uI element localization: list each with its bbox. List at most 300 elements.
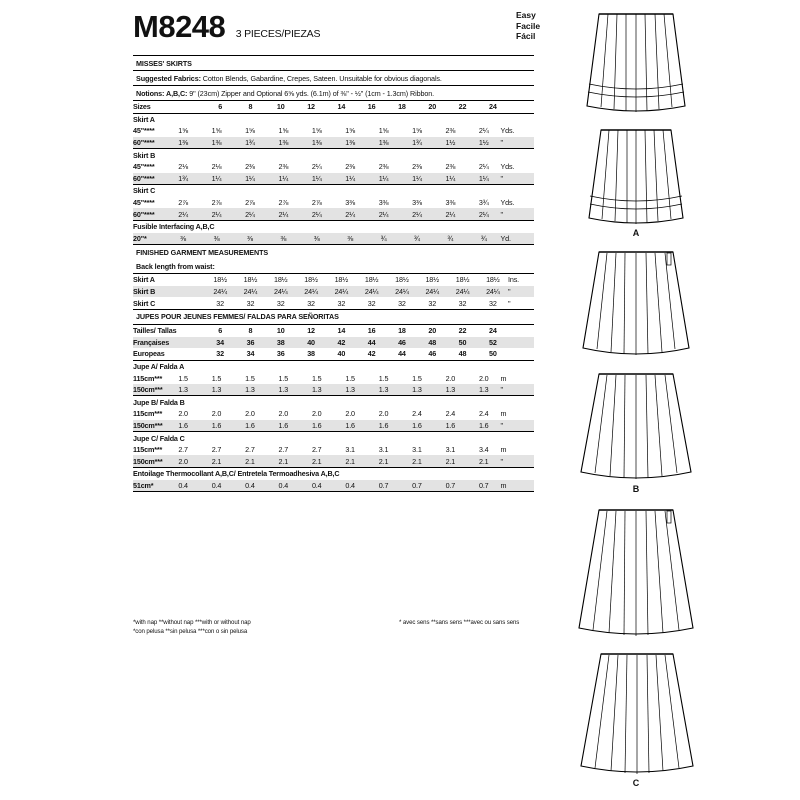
cell: 2.0	[245, 409, 255, 419]
figure-c-back	[556, 502, 716, 642]
cell: 1¼	[378, 173, 389, 183]
cell: 0.7	[478, 480, 489, 490]
cell: 1¾	[178, 173, 188, 183]
table-row	[133, 208, 534, 220]
cell: 3.1	[445, 445, 456, 455]
cell: 22	[458, 326, 467, 336]
cell: 0.4	[311, 480, 322, 490]
page-title: M8248	[133, 9, 226, 44]
cell: 0.7	[412, 480, 422, 490]
cell: 18½	[273, 275, 288, 285]
cell: 18	[398, 326, 406, 336]
cell: 1.3	[211, 385, 222, 395]
cell: 2¼	[311, 209, 322, 219]
cell: ⅜	[313, 233, 320, 243]
size-col-2: 10	[276, 102, 285, 112]
unit-cell: Yds.	[500, 162, 515, 172]
cell: 1¼	[345, 173, 355, 183]
cell: 2⅜	[278, 162, 289, 172]
cell: 32	[276, 298, 285, 308]
cell: 2⅜	[412, 162, 422, 172]
cell: 32	[337, 298, 346, 308]
cell: 32	[398, 298, 406, 308]
table-row	[133, 408, 534, 420]
table-row	[133, 286, 534, 298]
cell: 2¼	[478, 126, 489, 136]
notions-value: 9" (23cm) Zipper and Optional 6⅝ yds. (6.1m) of ⅜" - ½" (1cm - 1.3cm) Ribbon.	[187, 88, 435, 98]
requirements-table	[133, 55, 534, 494]
cell: 12	[307, 326, 315, 336]
cell: 1.3	[245, 385, 255, 395]
cell: 1⅜	[278, 138, 289, 148]
table-row	[133, 372, 534, 384]
unit-cell: Yds.	[500, 126, 515, 136]
cell: 2.1	[412, 456, 422, 466]
skirt-c-title-row	[133, 185, 534, 197]
cell: 2.0	[178, 456, 188, 466]
skirt-a-60-label: 60"****	[133, 138, 155, 148]
cell: 3¾	[478, 198, 489, 208]
cell: 2.1	[311, 456, 322, 466]
cell: ¾	[414, 233, 420, 243]
difficulty-fr: Facile	[516, 20, 541, 31]
francaises-label: Françaises	[133, 337, 170, 347]
cell: 2.7	[211, 445, 222, 455]
cell: 2⅛	[211, 162, 222, 172]
skirt-b-title: Skirt B	[133, 150, 156, 160]
size-col-9: 24	[488, 102, 497, 112]
unit-cell: "	[508, 287, 511, 297]
cell: 1½	[478, 138, 489, 148]
cell: 1¼	[412, 173, 422, 183]
cell: 1.6	[378, 420, 389, 430]
cell: 38	[276, 337, 285, 347]
fusible-20-label: 20"*	[133, 233, 147, 243]
cell: 1.6	[345, 420, 355, 430]
table-row	[133, 420, 534, 432]
cell: 2.0	[278, 409, 289, 419]
cell: 3.4	[478, 445, 489, 455]
skirt-c-back-illustration	[573, 502, 699, 642]
table-row	[133, 337, 534, 349]
cell: 1⅜	[178, 138, 188, 148]
cell: 3.1	[412, 445, 422, 455]
cell: 24¼	[425, 287, 439, 297]
figure-a-front	[556, 122, 716, 238]
cell: 3⅜	[378, 198, 389, 208]
notions-row	[133, 85, 534, 100]
cell: 1.3	[345, 385, 355, 395]
cell: 1⅝	[211, 126, 222, 136]
cell: ⅜	[213, 233, 220, 243]
cell: 2¼	[245, 209, 255, 219]
cell: 36	[246, 337, 255, 347]
cell: 1⅝	[178, 126, 188, 136]
cell: ⅜	[180, 233, 187, 243]
finished-measurements-heading: FINISHED GARMENT MEASUREMENTS	[136, 247, 269, 257]
cell: 2¼	[211, 209, 222, 219]
cell: 1¼	[311, 173, 322, 183]
jupe-b-title: Jupe B/ Falda B	[133, 397, 185, 407]
cell: 1⅝	[378, 126, 389, 136]
cell: 48	[458, 349, 467, 359]
cell: 1.6	[478, 420, 489, 430]
cell: 1¼	[445, 173, 456, 183]
cell: 2⅞	[178, 198, 188, 208]
cell: 2.1	[245, 456, 255, 466]
cell: 2.1	[211, 456, 222, 466]
notions-label: Notions: A,B,C:	[136, 88, 188, 98]
sizes-label: Sizes	[133, 102, 151, 112]
cell: 2.1	[278, 456, 289, 466]
jupe-b-title-row	[133, 396, 534, 408]
figure-label-a: A	[632, 228, 640, 238]
cell: 1⅝	[245, 126, 255, 136]
footnotes-right	[399, 619, 539, 628]
cell: 52	[488, 337, 497, 347]
cell: 50	[488, 349, 497, 359]
cell: 1¾	[412, 138, 422, 148]
skirt-c-60-label: 60"****	[133, 209, 155, 219]
cell: 2.1	[445, 456, 456, 466]
cell: 18½	[213, 275, 227, 285]
pieces-count: 3 PIECES/PIEZAS	[235, 28, 321, 40]
figure-label-b: B	[632, 484, 640, 494]
skirt-b-table	[133, 148, 534, 184]
size-col-6: 18	[398, 102, 406, 112]
skirt-b-title-row	[133, 149, 534, 161]
cell: 2.0	[478, 373, 489, 383]
cell: 2¼	[311, 162, 322, 172]
unit-cell: "	[500, 138, 503, 148]
footnote-nap-en: *with nap **without nap ***with or without nap	[133, 619, 251, 626]
size-col-1: 8	[248, 102, 253, 112]
cell: 1.5	[245, 373, 255, 383]
cell: 1¾	[245, 138, 255, 148]
cell: 1.5	[345, 373, 355, 383]
cell: 0.4	[178, 480, 188, 490]
french-title-row	[133, 309, 534, 324]
footnote-nap-es: *con pelusa **sin pelusa ***con o sin pelusa	[133, 627, 248, 635]
cell: 2⅜	[378, 162, 389, 172]
cell: 1⅜	[345, 138, 355, 148]
cell: 1½	[445, 138, 456, 148]
cell: 0.4	[245, 480, 255, 490]
figure-label-c: C	[632, 778, 640, 788]
cell: 2.7	[278, 445, 289, 455]
cell: 2⅜	[445, 126, 456, 136]
jupe-a-title-row	[133, 360, 534, 372]
cell: 2.0	[211, 409, 222, 419]
finished-measurements-table	[133, 273, 534, 309]
cell: 24¼	[486, 287, 500, 297]
cell: 2.4	[445, 409, 456, 419]
entoilage-title-row	[133, 468, 534, 480]
unit-cell: "	[508, 298, 511, 308]
cell: 48	[428, 337, 437, 347]
unit-cell: "	[500, 385, 503, 395]
cell: 2¼	[478, 209, 489, 219]
skirt-a-table	[133, 113, 534, 149]
cell: 3.1	[345, 445, 355, 455]
cell: 1⅜	[311, 138, 322, 148]
size-col-4: 14	[337, 102, 346, 112]
finished-skirt-b-label: Skirt B	[133, 287, 156, 297]
cell: 1.6	[278, 420, 289, 430]
back-length-subheading-row	[133, 259, 534, 273]
finished-measurements-heading-row	[133, 244, 534, 259]
cell: 8	[248, 326, 253, 336]
cell: 24¼	[273, 287, 288, 297]
jupe-b-150-label: 150cm***	[133, 420, 163, 430]
cell: 18½	[455, 275, 470, 285]
cell: 24¼	[455, 287, 470, 297]
fusible-interfacing-table	[133, 220, 534, 244]
table-row	[133, 233, 534, 245]
jupe-a-150-label: 150cm***	[133, 385, 163, 395]
cell: 38	[307, 349, 315, 359]
cell: 2.0	[345, 409, 355, 419]
skirt-b-45-label: 45"****	[133, 162, 155, 172]
cell: 1.3	[178, 385, 188, 395]
cell: 1⅝	[278, 126, 289, 136]
jupe-c-150-label: 150cm***	[133, 456, 163, 466]
cell: 34	[216, 337, 224, 347]
table-row	[133, 137, 534, 149]
footnote-nap-fr: * avec sens **sans sens ***avec ou sans sens	[399, 619, 520, 626]
cell: 32	[458, 298, 467, 308]
misses-skirts-label: MISSES' SKIRTS	[136, 58, 192, 68]
french-sizes-table	[133, 324, 534, 360]
cell: 1¼	[478, 173, 489, 183]
jupe-b-table	[133, 395, 534, 431]
footnotes	[133, 619, 534, 639]
cell: 14	[337, 326, 346, 336]
cell: 1⅜	[211, 138, 222, 148]
cell: 40	[337, 349, 346, 359]
suggested-fabrics-text	[133, 71, 534, 85]
cell: 42	[337, 337, 346, 347]
cell: 1.6	[445, 420, 456, 430]
jupe-c-title: Jupe C/ Falda C	[133, 433, 185, 443]
skirt-c-front-illustration	[573, 646, 699, 780]
cell: 2⅛	[178, 162, 188, 172]
skirt-a-back-illustration	[581, 6, 691, 118]
cell: 2⅞	[311, 198, 322, 208]
cell: 1.3	[412, 385, 422, 395]
suggested-fabrics-row	[133, 70, 534, 85]
cell: 32	[307, 298, 315, 308]
cell: 24¼	[395, 287, 409, 297]
skirt-b-front-illustration	[575, 366, 697, 486]
cell: 42	[367, 349, 376, 359]
cell: 2⅞	[245, 198, 255, 208]
skirt-a-title-row	[133, 113, 534, 125]
cell: 1.5	[311, 373, 322, 383]
figure-a-back	[556, 6, 716, 118]
cell: 18½	[425, 275, 439, 285]
cell: 1.3	[378, 385, 389, 395]
unit-cell	[508, 348, 534, 360]
cell: 2¼	[345, 209, 355, 219]
fusible-title: Fusible Interfacing A,B,C	[133, 222, 215, 232]
cell: 1¼	[245, 173, 255, 183]
unit-cell: "	[500, 456, 503, 466]
finished-skirt-a-label: Skirt A	[133, 275, 155, 285]
cell: ¾	[447, 233, 454, 243]
unit-cell: "	[500, 173, 503, 183]
cell: 2.0	[311, 409, 322, 419]
cell: 32	[216, 349, 224, 359]
cell: 2⅞	[211, 198, 222, 208]
cell: 24¼	[304, 287, 318, 297]
cell: 1¼	[211, 173, 222, 183]
cell: 32	[246, 298, 255, 308]
cell: 2.7	[245, 445, 255, 455]
cell: 46	[428, 349, 437, 359]
cell: 18½	[395, 275, 409, 285]
entoilage-table	[133, 467, 534, 491]
cell: 2.0	[445, 373, 456, 383]
cell: 1.3	[445, 385, 456, 395]
finished-skirt-c-label: Skirt C	[133, 298, 156, 308]
unit-cell	[508, 324, 534, 336]
cell: 0.7	[445, 480, 456, 490]
cell: 24¼	[213, 287, 227, 297]
cell: 2¼	[278, 209, 289, 219]
cell: 2.7	[178, 445, 188, 455]
cell: 18½	[364, 275, 379, 285]
notions-text	[133, 86, 534, 100]
cell: 3.1	[378, 445, 389, 455]
unit-cell	[508, 337, 534, 349]
cell: 34	[246, 349, 255, 359]
table-row	[133, 384, 534, 396]
size-unit-col	[508, 101, 534, 113]
jupe-c-title-row	[133, 432, 534, 444]
cell: 24¼	[243, 287, 258, 297]
cell: 1.5	[412, 373, 422, 383]
cell: 1⅝	[412, 126, 422, 136]
cell: 32	[216, 298, 224, 308]
jupe-a-115-label: 115cm***	[133, 373, 163, 383]
skirt-c-table	[133, 184, 534, 220]
suggested-fabrics-label: Suggested Fabrics:	[136, 73, 201, 83]
table-row	[133, 324, 534, 336]
size-col-8: 22	[458, 102, 467, 112]
cell: ¾	[380, 233, 387, 243]
cell: 1.3	[278, 385, 289, 395]
entoilage-51-label: 51cm*	[133, 480, 154, 490]
skirt-b-back-illustration	[577, 244, 695, 362]
cell: 1⅝	[345, 126, 355, 136]
cell: 1.5	[278, 373, 289, 383]
cell: 1¼	[278, 173, 289, 183]
europeas-label: Europeas	[133, 349, 165, 359]
cell: 2.0	[378, 409, 389, 419]
cell: 2.4	[478, 409, 489, 419]
unit-cell: Yd.	[500, 233, 511, 243]
unit-cell: m	[500, 373, 507, 383]
table-row	[133, 480, 534, 492]
cell: 2⅜	[445, 162, 456, 172]
cell: 1.5	[211, 373, 222, 383]
fusible-title-row	[133, 220, 534, 232]
back-length-subheading: Back length from waist:	[136, 261, 215, 271]
cell: 1⅝	[311, 126, 322, 136]
cell: 1.6	[178, 420, 188, 430]
cell: 2.1	[478, 456, 489, 466]
unit-cell: "	[500, 420, 503, 430]
table-row	[133, 274, 534, 286]
table-row	[133, 161, 534, 173]
table-row	[133, 444, 534, 456]
cell: 6	[218, 326, 223, 336]
unit-cell: Ins.	[508, 275, 519, 285]
jupe-c-table	[133, 431, 534, 467]
figure-b-back	[556, 244, 716, 362]
table-row	[133, 455, 534, 467]
size-col-5: 16	[367, 102, 376, 112]
entoilage-title: Entoilage Thermocollant A,B,C/ Entretela Termoadhesiva A,B,C	[133, 469, 340, 479]
unit-cell: m	[500, 445, 507, 455]
cell: 1.5	[378, 373, 389, 383]
cell: 0.4	[278, 480, 289, 490]
cell: 3⅜	[345, 198, 355, 208]
illustration-column	[556, 6, 716, 792]
sizes-row	[133, 101, 534, 113]
cell: 18½	[304, 275, 318, 285]
cell: 18½	[334, 275, 349, 285]
section-title-misses-skirts	[133, 55, 534, 70]
cell: 1.3	[311, 385, 322, 395]
cell: 1.6	[211, 420, 222, 430]
cell: 32	[488, 298, 497, 308]
tailles-label: Tailles/ Tallas	[133, 326, 177, 336]
cell: 1.5	[178, 373, 188, 383]
cell: 24	[488, 326, 497, 336]
cell: 20	[428, 326, 437, 336]
cell: ¾	[480, 233, 487, 243]
skirt-a-45-label: 45"****	[133, 126, 155, 136]
difficulty-en: Easy	[516, 10, 536, 20]
unit-cell: "	[500, 209, 503, 219]
size-col-0: 6	[218, 102, 223, 112]
cell: 32	[428, 298, 437, 308]
skirt-a-title: Skirt A	[133, 114, 155, 124]
table-row	[133, 173, 534, 185]
skirt-b-60-label: 60"****	[133, 173, 155, 183]
figure-c-front	[556, 646, 716, 788]
cell: 2¼	[178, 209, 188, 219]
cell: 2⅜	[345, 162, 355, 172]
jupe-c-115-label: 115cm***	[133, 445, 163, 455]
cell: 2¼	[478, 162, 489, 172]
table-row	[133, 125, 534, 137]
cell: 2.4	[412, 409, 422, 419]
table-bottom-rule	[133, 491, 534, 494]
cell: 2⅞	[278, 198, 289, 208]
cell: 2.1	[378, 456, 389, 466]
cell: 3⅜	[412, 198, 422, 208]
suggested-fabrics-value: Cotton Blends, Gabardine, Crepes, Sateen. Unsuitable for obvious diagonals.	[200, 73, 442, 83]
cell: 2⅜	[245, 162, 255, 172]
footnotes-left	[133, 619, 333, 636]
jupe-a-table	[133, 360, 534, 396]
table-row	[133, 348, 534, 360]
table-row	[133, 197, 534, 209]
cell: 1.6	[412, 420, 422, 430]
